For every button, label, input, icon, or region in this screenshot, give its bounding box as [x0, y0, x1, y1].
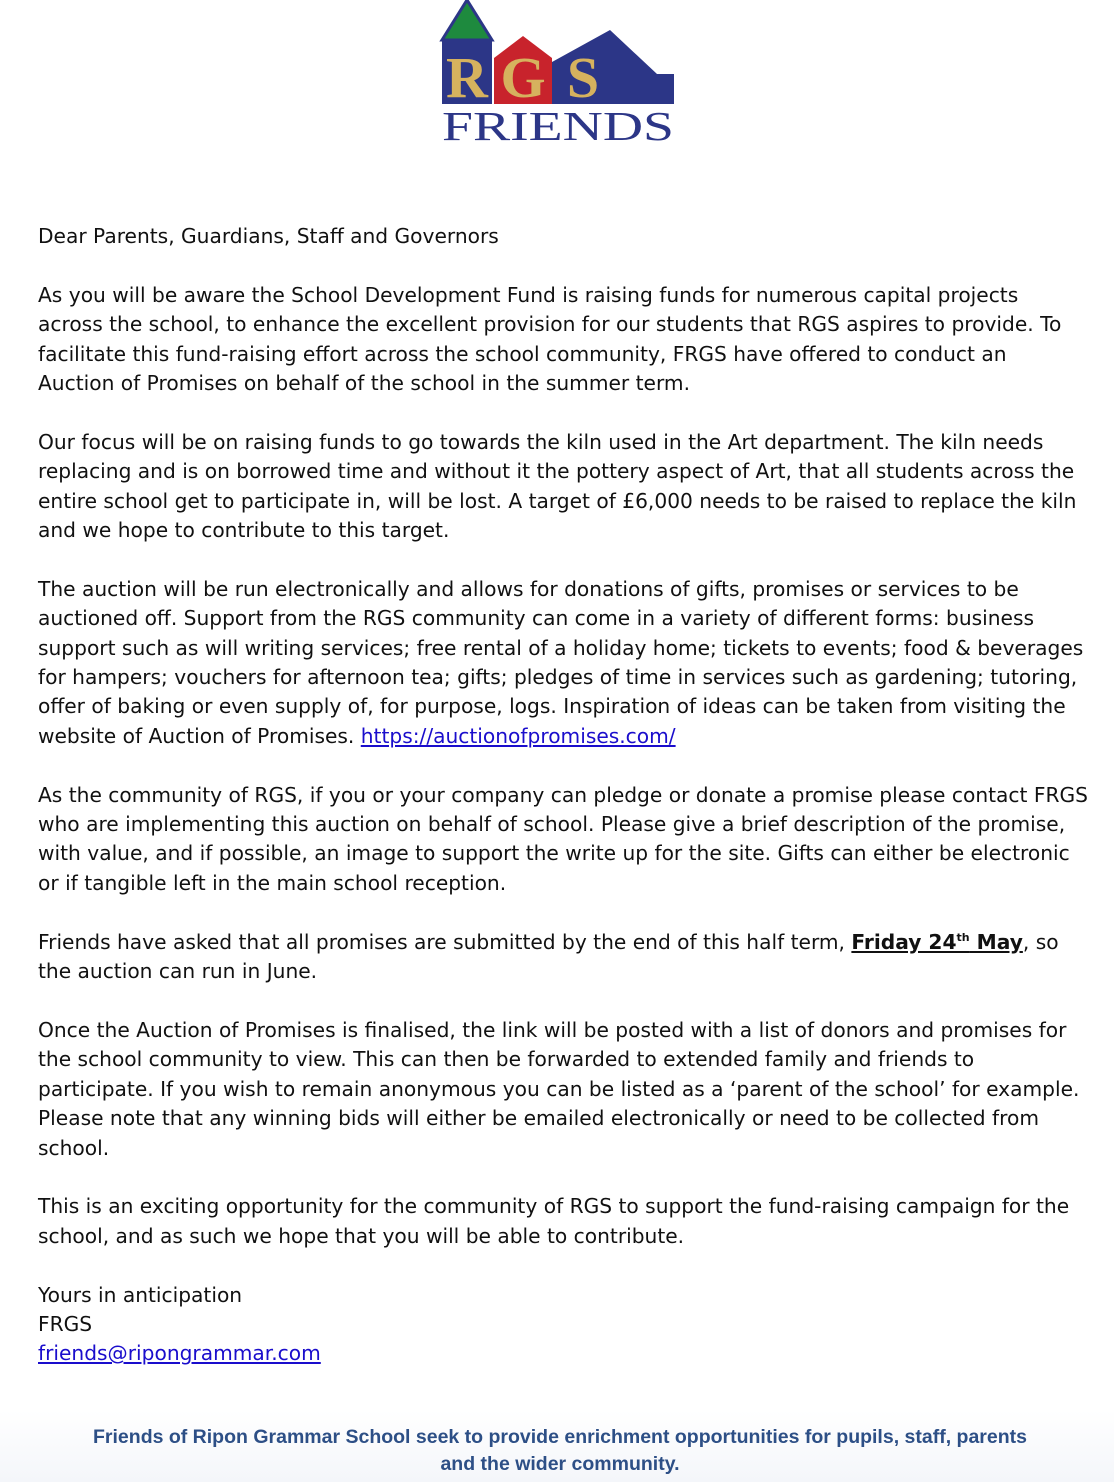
deadline-lead-text: Friends have asked that all promises are submitted by the end of this half term,: [38, 929, 852, 954]
footer-line-2: and the wider community.: [440, 1453, 680, 1475]
deadline-date: [851, 930, 1022, 954]
logo-letter-r: R: [446, 45, 488, 110]
donations-text: The auction will be run electronically and allows for donations of gifts, promises or services to be auctioned off. Support from the RGS community can come in a variety of different forms: business support such as will writing services; free rental of a holiday home; tickets to events; food & beverages for hampers; vouchers for afternoon tea; gifts; pledges of time in services such as gardening; tutoring, offer of baking or even supply of, for purpose, logs. Inspiration of ideas can be taken from visiting the website of Auction of Promises.: [38, 576, 1084, 748]
paragraph-kiln: Our focus will be on raising funds to go towards the kiln used in the Art department. The kiln needs replacing and is on borrowed time and without it the pottery aspect of Art, that all students across the entire school get to participate in, will be lost. A target of £6,000 needs to be raised to replace the kiln and we hope to contribute to this target.: [38, 429, 1077, 543]
rgs-friends-logo: [430, 0, 678, 146]
deadline-day: Friday 24: [851, 929, 957, 954]
letter-body: [38, 222, 1088, 1369]
logo-word-friends: FRIENDS: [442, 103, 674, 146]
footer-mission: [60, 1424, 1060, 1478]
paragraph-contact: As the community of RGS, if you or your company can pledge or donate a promise please contact FRGS who are implementing this auction on behalf of school. Please give a brief description of the promise, with value, and if possible, an image to support the write up for the site. Gifts can either be electronic or if tangible left in the main school reception.: [38, 782, 1088, 895]
email-line: [38, 1339, 1088, 1368]
footer-banner: [0, 1410, 1114, 1482]
logo-letter-s: S: [566, 45, 600, 110]
deadline-month: May: [969, 929, 1023, 954]
auction-website-link[interactable]: https://auctionofpromises.com/: [360, 723, 676, 748]
paragraph-deadline: [38, 928, 1088, 987]
logo-graphic: [430, 0, 678, 146]
logo-letter-g: G: [500, 45, 546, 110]
email-link[interactable]: friends@ripongrammar.com: [38, 1341, 321, 1366]
paragraph-intro: As you will be aware the School Development Fund is raising funds for numerous capital projects across the school, to enhance the excellent provision for our students that RGS aspires to provide. To facilitate this fund-raising effort across the school community, FRGS have offered to conduct an Auction of Promises on behalf of the school in the summer term.: [38, 282, 1062, 396]
deadline-ordinal: th: [956, 930, 970, 944]
paragraph-finalised: Once the Auction of Promises is finalised, the link will be posted with a list of donors and promises for the school community to view. This can then be forwarded to extended family and friends to participate. If you wish to remain anonymous you can be listed as a ‘parent of the school’ for example. Please note that any winning bids will either be emailed electronically or need to be collected from school.: [38, 1017, 1080, 1160]
paragraph-donations: [38, 575, 1088, 751]
deadline-trailing-text: , so the auction can run in June.: [38, 929, 1059, 984]
footer-line-1: Friends of Ripon Grammar School seek to provide enrichment opportunities for pupils, staff, parents: [93, 1426, 1027, 1448]
signoff: Yours in anticipation: [38, 1282, 243, 1307]
paragraph-closing: This is an exciting opportunity for the community of RGS to support the fund-raising campaign for the school, and as such we hope that you will be able to contribute.: [38, 1194, 1070, 1248]
signature: FRGS: [38, 1311, 93, 1336]
greeting: Dear Parents, Guardians, Staff and Governors: [38, 224, 499, 248]
